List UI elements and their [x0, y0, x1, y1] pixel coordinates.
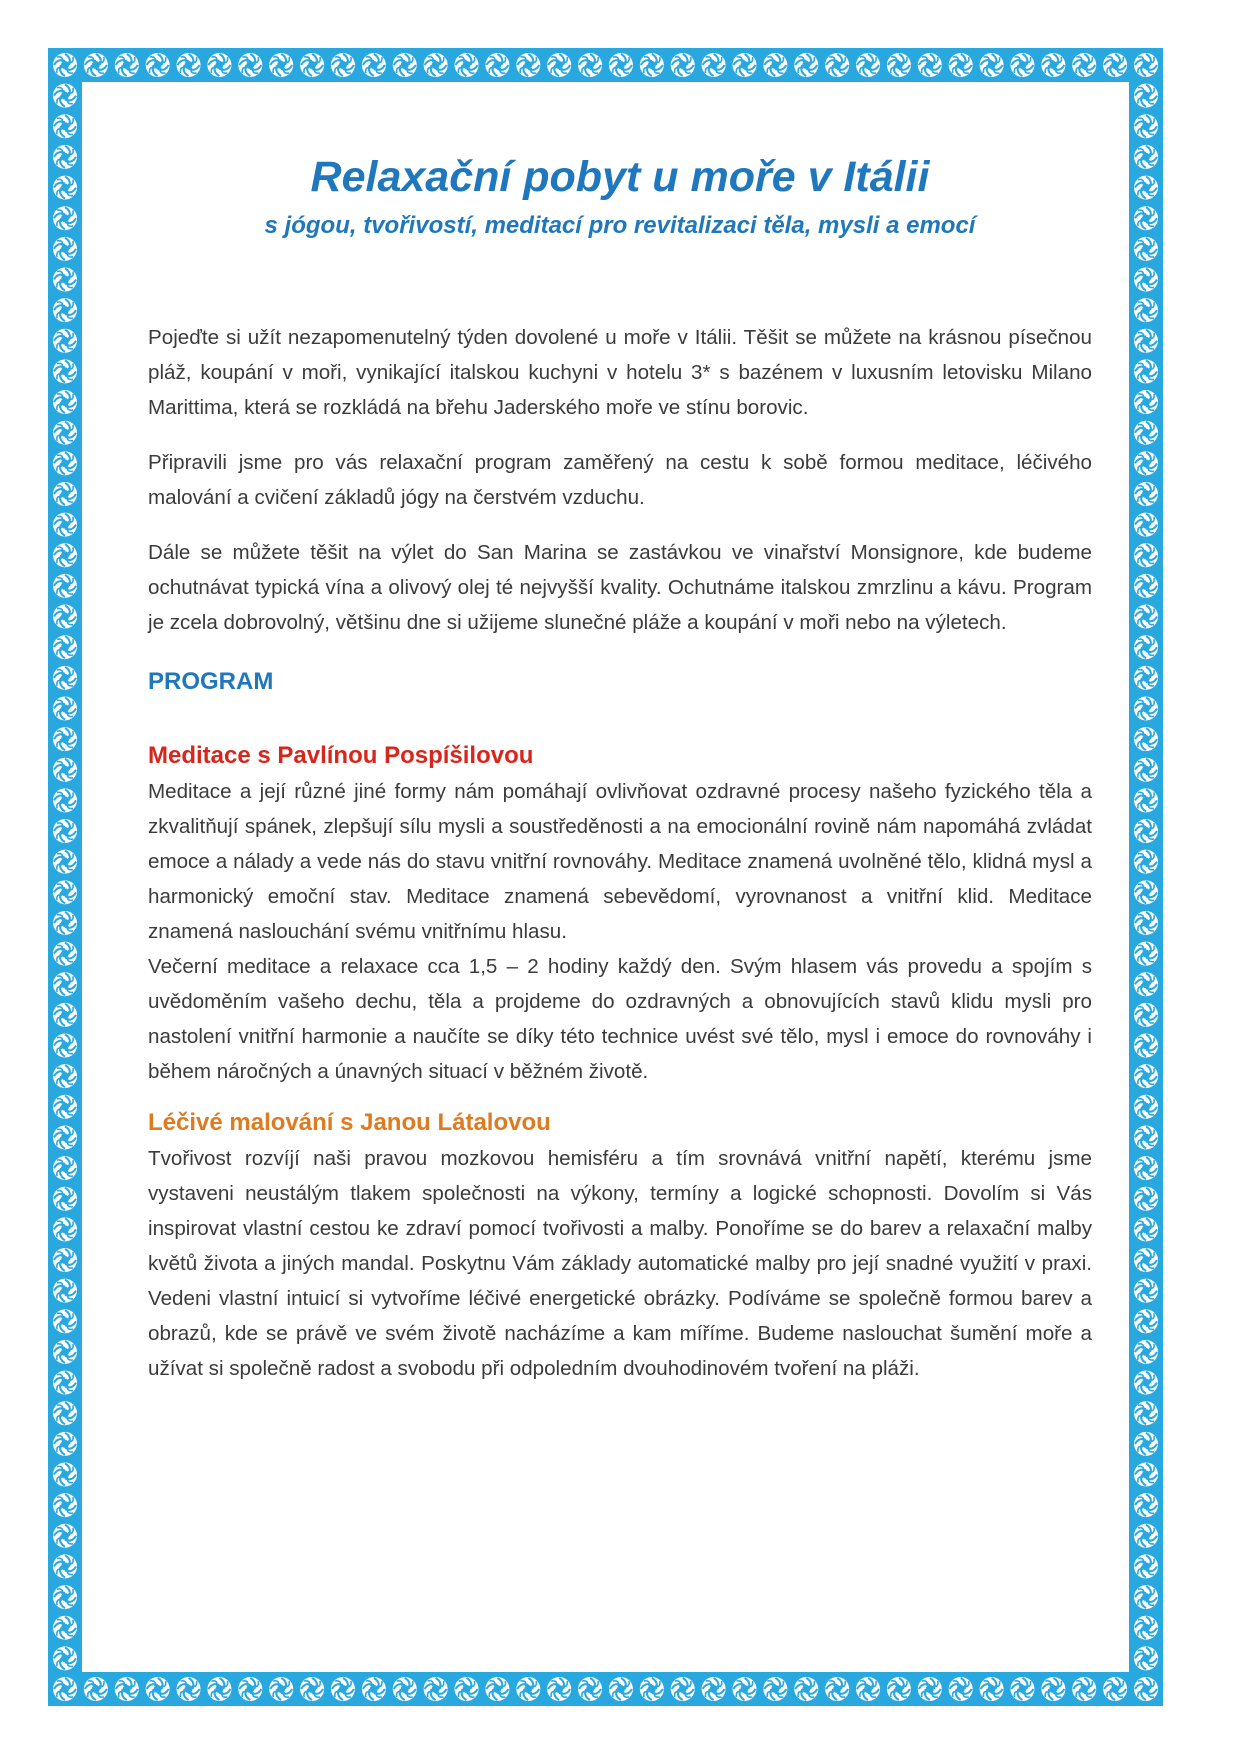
- meditation-paragraph-1: Meditace a její různé jiné formy nám pomáhají ovlivňovat ozdravné procesy našeho fyzického těla a zkvalitňují spánek, zlepšují sílu mysli a soustředěnosti a na emocionální rovině nám napomáhá zvládat emoce a nálady a vede nás do stavu vnitřní rovnováhy. Meditace znamená uvolněné tělo, klidná mysl a harmonický emoční stav. Meditace znamená sebevědomí, vyrovnanost a vnitřní klid. Meditace znamená naslouchání svému vnitřnímu hlasu.: [148, 780, 1092, 943]
- document-title: Relaxační pobyt u moře v Itálii: [310, 153, 930, 201]
- program-heading: PROGRAM: [148, 668, 274, 695]
- painting-heading: Léčivé malování s Janou Látalovou: [148, 1109, 551, 1136]
- intro-paragraph-1: Pojeďte si užít nezapomenutelný týden dovolené u moře v Itálii. Těšit se můžete na krásnou písečnou pláž, koupání v moři, vynikající italskou kuchyni v hotelu 3* s bazénem v luxusním letovisku Milano Marittima, která se rozkládá na břehu Jaderského moře ve stínu borovic.: [148, 326, 1092, 419]
- document-subtitle: s jógou, tvořivostí, meditací pro revitalizaci těla, mysli a emocí: [264, 212, 976, 239]
- document-content: [148, 150, 1092, 1386]
- meditation-paragraph-2: Večerní meditace a relaxace cca 1,5 – 2 hodiny každý den. Svým hlasem vás provedu a spojím s uvědoměním vašeho dechu, těla a projdeme do ozdravných a obnovujících stavů klidu mysli pro nastolení vnitřní harmonie a naučíte se díky této technice uvést své tělo, mysl i emoce do rovnováhy i během náročných a únavných situací v běžném životě.: [148, 955, 1092, 1083]
- intro-paragraph-2: Připravili jsme pro vás relaxační program zaměřený na cestu k sobě formou meditace, léčivého malování a cvičení základů jógy na čerstvém vzduchu.: [148, 451, 1092, 509]
- painting-paragraph: Tvořivost rozvíjí naši pravou mozkovou hemisféru a tím srovnává vnitřní napětí, kterému jsme vystaveni neustálým tlakem společnosti na výkony, termíny a logické schopnosti. Dovolím si Vás inspirovat vlastní cestou ke zdraví pomocí tvořivosti a malby. Ponoříme se do barev a relaxační malby květů života a jiných mandal. Poskytnu Vám základy automatické malby pro její snadné využití v praxi. Vedeni vlastní intuicí si vytvoříme léčivé energetické obrázky. Podíváme se společně formou barev a obrazů, kde se právě ve svém životě nacházíme a kam míříme. Budeme naslouchat šumění moře a užívat si společně radost a svobodu při odpoledním dvouhodinovém tvoření na pláži.: [148, 1147, 1092, 1380]
- intro-paragraph-3: Dále se můžete těšit na výlet do San Marina se zastávkou ve vinařství Monsignore, kde budeme ochutnávat typická vína a olivový olej té nejvyšší kvality. Ochutnáme italskou zmrzlinu a kávu. Program je zcela dobrovolný, většinu dne si užijeme slunečné pláže a koupání v moři nebo na výletech.: [148, 541, 1092, 634]
- meditation-heading: Meditace s Pavlínou Pospíšilovou: [148, 742, 534, 769]
